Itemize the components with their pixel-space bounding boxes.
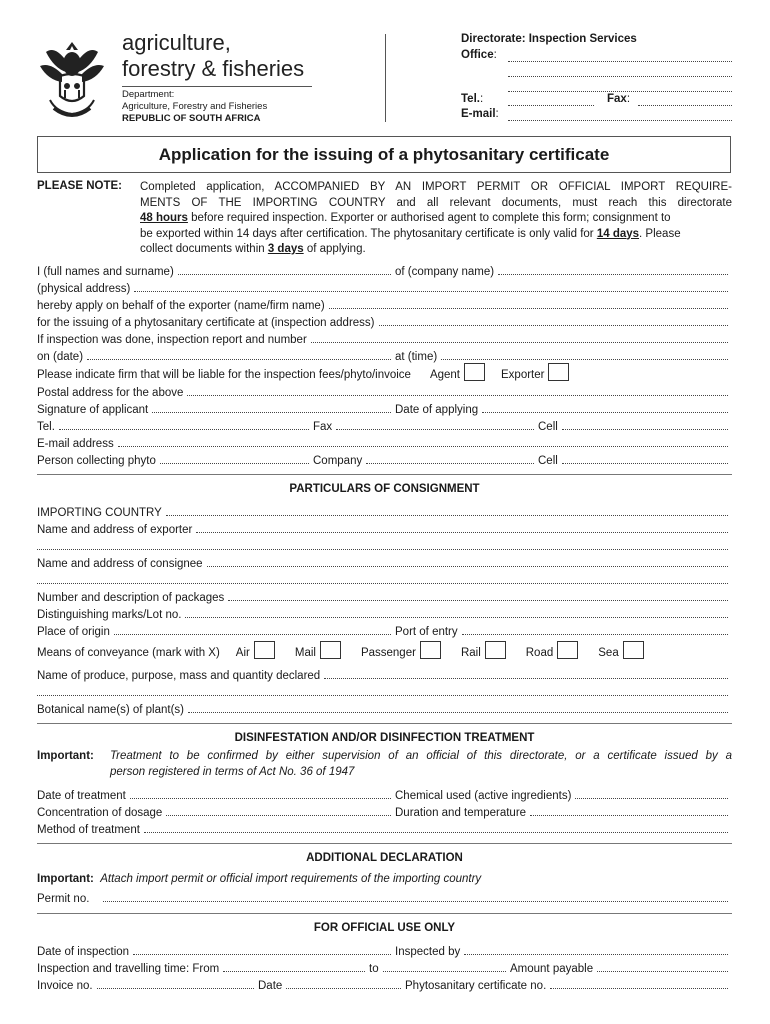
- department-name: Agriculture, Forestry and Fisheries: [122, 101, 268, 112]
- travel-to-label: to: [369, 963, 379, 975]
- tel-label: Tel.: [37, 421, 55, 433]
- concentration-field[interactable]: [166, 815, 391, 816]
- inspected-by-label: Inspected by: [395, 946, 461, 958]
- row-travel-time: [37, 959, 732, 975]
- at-time-field[interactable]: [441, 359, 728, 360]
- divider-official: [37, 913, 732, 914]
- declaration-important-text: Attach import permit or official import requirements of the importing country: [100, 873, 482, 885]
- amount-payable-label: Amount payable: [510, 963, 594, 975]
- note-line3: [140, 211, 732, 227]
- on-date-label: on (date): [37, 351, 84, 363]
- conveyance-label: Means of conveyance (mark with X): [37, 647, 220, 659]
- office-field-3[interactable]: [508, 91, 732, 92]
- official-heading: FOR OFFICIAL USE ONLY: [313, 922, 456, 934]
- cell2-field[interactable]: [562, 463, 728, 464]
- travel-from-field[interactable]: [223, 971, 365, 972]
- company-name-field[interactable]: [498, 274, 728, 275]
- note-line4-b: . Please: [639, 227, 681, 240]
- row-concentration: [37, 803, 732, 819]
- row-inspection-address: [37, 313, 732, 329]
- company-field[interactable]: [366, 463, 534, 464]
- date-inspection-field[interactable]: [133, 954, 391, 955]
- note-line4: [140, 227, 732, 243]
- office-field[interactable]: [508, 61, 732, 62]
- passenger-checkbox[interactable]: [420, 641, 441, 659]
- header-tel-field[interactable]: [508, 105, 594, 106]
- chemical-label: Chemical used (active ingredients): [395, 790, 572, 802]
- person-collecting-field[interactable]: [160, 463, 309, 464]
- row-consignee-2: [37, 571, 732, 587]
- invoice-date-field[interactable]: [286, 988, 401, 989]
- note-line2: MENTS OF THE IMPORTING COUNTRY and all relevant documents, must reach this directorate: [140, 196, 732, 209]
- road-checkbox[interactable]: [557, 641, 578, 659]
- invoice-label: Invoice no.: [37, 980, 93, 992]
- date-applying-label: Date of applying: [395, 404, 479, 416]
- row-tel-fax-cell: [37, 417, 732, 433]
- fax-label-wrap: Fax:: [607, 93, 631, 105]
- date-applying-field[interactable]: [482, 412, 728, 413]
- note-line5: [140, 242, 732, 258]
- header-fax-label: Fax: [607, 93, 627, 105]
- exporter-address-label: Name and address of exporter: [37, 524, 193, 536]
- header-title-line2: forestry & fisheries: [122, 56, 305, 81]
- exporter-label: Exporter: [501, 369, 545, 381]
- marks-field[interactable]: [185, 617, 728, 618]
- rail-checkbox[interactable]: [485, 641, 506, 659]
- row-email: [37, 434, 732, 450]
- consignee-label: Name and address of consignee: [37, 558, 203, 570]
- duration-label: Duration and temperature: [395, 807, 527, 819]
- treatment-important-label: Important:: [37, 750, 94, 762]
- invoice-field[interactable]: [97, 988, 254, 989]
- inspection-report-field[interactable]: [311, 342, 728, 343]
- mail-label: Mail: [294, 647, 316, 659]
- note-line5-a: collect documents within: [140, 243, 268, 255]
- row-liable-firm: [37, 363, 732, 381]
- row-botanical: [37, 700, 732, 716]
- botanical-label: Botanical name(s) of plant(s): [37, 704, 185, 716]
- consignee-field-2[interactable]: [37, 583, 728, 584]
- permit-label: Permit no.: [37, 893, 90, 905]
- row-conveyance: [37, 640, 732, 659]
- importing-country-field[interactable]: [166, 515, 728, 516]
- physical-address-label: (physical address): [37, 283, 131, 295]
- header-email-label: E-mail: [461, 108, 496, 120]
- email-address-field[interactable]: [118, 446, 728, 447]
- country-name: REPUBLIC OF SOUTH AFRICA: [122, 113, 261, 124]
- row-postal: [37, 383, 732, 399]
- exporter-address-field-2[interactable]: [37, 549, 728, 550]
- department-label: Department:: [122, 89, 175, 100]
- declaration-heading: ADDITIONAL DECLARATION: [306, 852, 463, 864]
- header-tel-label: Tel.: [461, 93, 480, 105]
- air-label: Air: [235, 647, 250, 659]
- duration-field[interactable]: [530, 815, 728, 816]
- chemical-field[interactable]: [575, 798, 728, 799]
- signature-label: Signature of applicant: [37, 404, 149, 416]
- exporter-name-field[interactable]: [329, 308, 728, 309]
- date-inspection-label: Date of inspection: [37, 946, 130, 958]
- note-block: [140, 180, 732, 258]
- method-label: Method of treatment: [37, 824, 140, 836]
- treatment-important-text1: Treatment to be confirmed by either supervision of an official of this directorate, or a certificate issued by a: [110, 750, 732, 762]
- amount-payable-field[interactable]: [597, 971, 728, 972]
- note-hours: 48 hours: [140, 212, 188, 224]
- row-date-time: [37, 347, 732, 363]
- row-produce-2: [37, 683, 732, 699]
- row-treatment-date: [37, 786, 732, 802]
- row-invoice: [37, 976, 732, 992]
- inspection-address-field[interactable]: [379, 325, 728, 326]
- header-rule: [122, 86, 312, 87]
- hereby-apply-label: hereby apply on behalf of the exporter (name/firm name): [37, 300, 325, 312]
- tel-field[interactable]: [59, 429, 309, 430]
- treatment-date-label: Date of treatment: [37, 790, 126, 802]
- fax-label: Fax: [313, 421, 333, 433]
- row-date-inspection: [37, 942, 732, 958]
- office-field-2[interactable]: [508, 76, 732, 77]
- on-date-field[interactable]: [87, 359, 391, 360]
- divider-declaration: [37, 843, 732, 844]
- produce-field[interactable]: [324, 678, 728, 679]
- company-label: Company: [313, 455, 363, 467]
- travel-to-field[interactable]: [383, 971, 506, 972]
- row-exporter-address: [37, 520, 732, 536]
- company-name-label: of (company name): [395, 266, 495, 278]
- row-inspection-report: [37, 330, 732, 346]
- note-days3: 3 days: [267, 243, 304, 255]
- sea-label: Sea: [598, 647, 619, 659]
- concentration-label: Concentration of dosage: [37, 807, 163, 819]
- office-label: Office: [461, 49, 494, 61]
- email-label-wrap: E-mail:: [461, 108, 499, 120]
- physical-address-field[interactable]: [134, 291, 728, 292]
- postal-address-field[interactable]: [187, 395, 728, 396]
- produce-field-2[interactable]: [37, 695, 728, 696]
- phyto-no-label: Phytosanitary certificate no.: [405, 980, 547, 992]
- office-label-wrap: Office:: [461, 49, 497, 61]
- importing-country-label: IMPORTING COUNTRY: [37, 507, 162, 519]
- declaration-important-row: [37, 873, 481, 885]
- row-importing-country: [37, 503, 732, 519]
- treatment-date-field[interactable]: [130, 798, 391, 799]
- permit-field[interactable]: [103, 901, 728, 902]
- consignee-field[interactable]: [207, 566, 728, 567]
- produce-label: Name of produce, purpose, mass and quantity declared: [37, 670, 321, 682]
- note-days14: 14 days: [596, 227, 640, 240]
- treatment-important-text2: person registered in terms of Act No. 36 of 1947: [110, 766, 355, 778]
- cell-field[interactable]: [562, 429, 728, 430]
- divider-treatment: [37, 723, 732, 724]
- row-method: [37, 820, 732, 836]
- row-signature: [37, 400, 732, 416]
- marks-label: Distinguishing marks/Lot no.: [37, 609, 182, 621]
- page-title: Application for the issuing of a phytosanitary certificate: [158, 145, 610, 164]
- row-permit: [37, 889, 732, 905]
- method-field[interactable]: [144, 832, 728, 833]
- origin-label: Place of origin: [37, 626, 110, 638]
- directorate-label: Directorate: Inspection Services: [461, 33, 637, 45]
- note-label: PLEASE NOTE:: [37, 180, 122, 192]
- rail-label: Rail: [460, 647, 481, 659]
- header-divider: [385, 34, 386, 122]
- note-line3-rest: before required inspection. Exporter or authorised agent to complete this form; consignment to: [187, 212, 671, 224]
- air-checkbox[interactable]: [254, 641, 275, 659]
- travel-time-label: Inspection and travelling time: From: [37, 963, 220, 975]
- note-line1: Completed application, ACCOMPANIED BY AN IMPORT PERMIT OR OFFICIAL IMPORT REQUIRE-: [140, 181, 732, 193]
- inspection-address-label: for the issuing of a phytosanitary certificate at (inspection address): [37, 317, 375, 329]
- packages-label: Number and description of packages: [37, 592, 225, 604]
- person-collecting-label: Person collecting phyto: [37, 455, 156, 467]
- treatment-heading: DISINFESTATION AND/OR DISINFECTION TREATMENT: [234, 732, 535, 744]
- cell2-label: Cell: [538, 455, 558, 467]
- packages-field[interactable]: [228, 600, 728, 601]
- agent-checkbox[interactable]: [464, 363, 485, 381]
- note-line5-b: of applying.: [303, 243, 366, 255]
- inspected-by-field[interactable]: [464, 954, 728, 955]
- tel-label-wrap: Tel.:: [461, 93, 484, 105]
- row-produce: [37, 666, 732, 682]
- row-exporter-name: [37, 296, 732, 312]
- header-title-line1: agriculture,: [122, 30, 231, 55]
- divider-consignment: [37, 474, 732, 475]
- phyto-no-field[interactable]: [550, 988, 728, 989]
- invoice-date-label: Date: [258, 980, 283, 992]
- sea-checkbox[interactable]: [623, 641, 644, 659]
- row-physical-address: [37, 279, 732, 295]
- at-time-label: at (time): [395, 351, 438, 363]
- passenger-label: Passenger: [360, 647, 416, 659]
- consignment-heading: PARTICULARS OF CONSIGNMENT: [289, 483, 480, 495]
- row-origin-port: [37, 622, 732, 638]
- row-consignee: [37, 554, 732, 570]
- coat-of-arms-logo: [36, 38, 108, 122]
- inspection-report-label: If inspection was done, inspection report and number: [37, 334, 307, 346]
- botanical-field[interactable]: [188, 712, 728, 713]
- mail-checkbox[interactable]: [320, 641, 341, 659]
- row-exporter-address-2: [37, 537, 732, 553]
- origin-field[interactable]: [114, 634, 391, 635]
- signature-field[interactable]: [152, 412, 391, 413]
- email-address-label: E-mail address: [37, 438, 114, 450]
- row-full-names: [37, 262, 732, 278]
- postal-address-label: Postal address for the above: [37, 387, 184, 399]
- firm-liable-label: Please indicate firm that will be liable for the inspection fees/phyto/invoice: [37, 369, 411, 381]
- row-packages: [37, 588, 732, 604]
- cell-label: Cell: [538, 421, 558, 433]
- fax-field[interactable]: [336, 429, 534, 430]
- port-field[interactable]: [462, 634, 728, 635]
- note-line4-a: be exported within 14 days after certification. The phytosanitary certificate is only valid for: [140, 227, 597, 240]
- agent-label: Agent: [429, 369, 461, 381]
- header-fax-field[interactable]: [638, 105, 732, 106]
- full-names-field[interactable]: [178, 274, 391, 275]
- port-label: Port of entry: [395, 626, 458, 638]
- row-collector: [37, 451, 732, 467]
- full-names-label: I (full names and surname): [37, 266, 174, 278]
- exporter-checkbox[interactable]: [548, 363, 569, 381]
- row-marks: [37, 605, 732, 621]
- exporter-address-field[interactable]: [196, 532, 728, 533]
- header-email-field[interactable]: [508, 120, 732, 121]
- declaration-important-label: Important:: [37, 873, 94, 885]
- road-label: Road: [525, 647, 554, 659]
